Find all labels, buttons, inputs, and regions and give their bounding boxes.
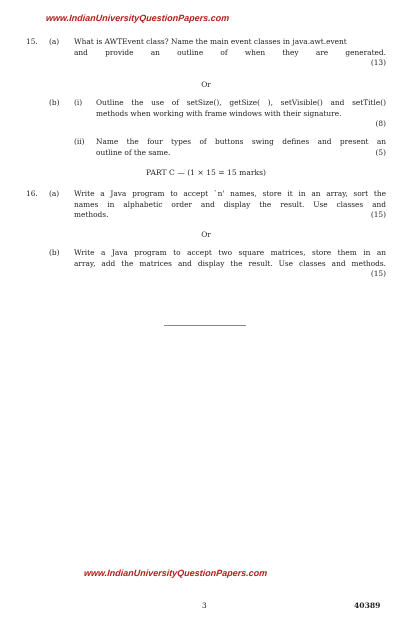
q16-a-line2: names in alphabetic order and display the result. Use classes and: [74, 199, 386, 209]
part-c-heading: PART C — (1 × 15 = 15 marks): [146, 168, 266, 177]
q15-b-i-label: (i): [74, 98, 83, 107]
watermark-bottom: www.IndianUniversityQuestionPapers.com: [83, 568, 268, 578]
question-number-16: 16.: [26, 189, 38, 198]
q15-b-i-line1: Outline the use of setSize(), getSize( ), setVisible() and setTitle(): [96, 98, 386, 107]
q16-a-line1: Write a Java program to accept `n' names, store it in an array, sort the: [74, 189, 386, 198]
end-rule: [164, 325, 246, 326]
q16-b-marks: (15): [370, 269, 386, 278]
or-divider-q15: Or: [201, 80, 211, 89]
q15-a-label: (a): [49, 37, 60, 46]
q15-b-ii-line2: outline of the same.: [96, 147, 171, 157]
question-number-15: 15.: [26, 37, 38, 46]
q15-a-line2: and provide an outline of when they are generated.: [74, 47, 386, 57]
q15-a-marks: (13): [370, 58, 386, 67]
q15-b-ii-label: (ii): [74, 137, 85, 146]
q16-b-line1: Write a Java program to accept two square matrices, store them in an: [74, 248, 386, 257]
or-divider-q16: Or: [201, 230, 211, 239]
q15-b-i-marks: (8): [375, 119, 386, 128]
q15-b-ii-marks: (5): [375, 147, 386, 157]
q16-b-label: (b): [49, 248, 60, 257]
q16-a-label: (a): [49, 189, 60, 198]
watermark-top: www.IndianUniversityQuestionPapers.com: [45, 13, 230, 23]
q16-b-line2: array, add the matrices and display the result. Use classes and methods.: [74, 258, 386, 268]
q15-b-ii-line1: Name the four types of buttons swing defines and present an: [96, 137, 386, 146]
q16-a-line3: methods.: [74, 210, 109, 219]
q15-b-label: (b): [49, 98, 60, 107]
q15-a-line1: What is AWTEvent class? Name the main event classes in java.awt.event: [74, 37, 347, 46]
page-number: 3: [202, 601, 207, 610]
q15-b-i-line2: methods when working with frame windows with their signature.: [96, 108, 342, 118]
q16-a-marks: (15): [370, 210, 386, 219]
paper-code: 40389: [354, 601, 381, 610]
